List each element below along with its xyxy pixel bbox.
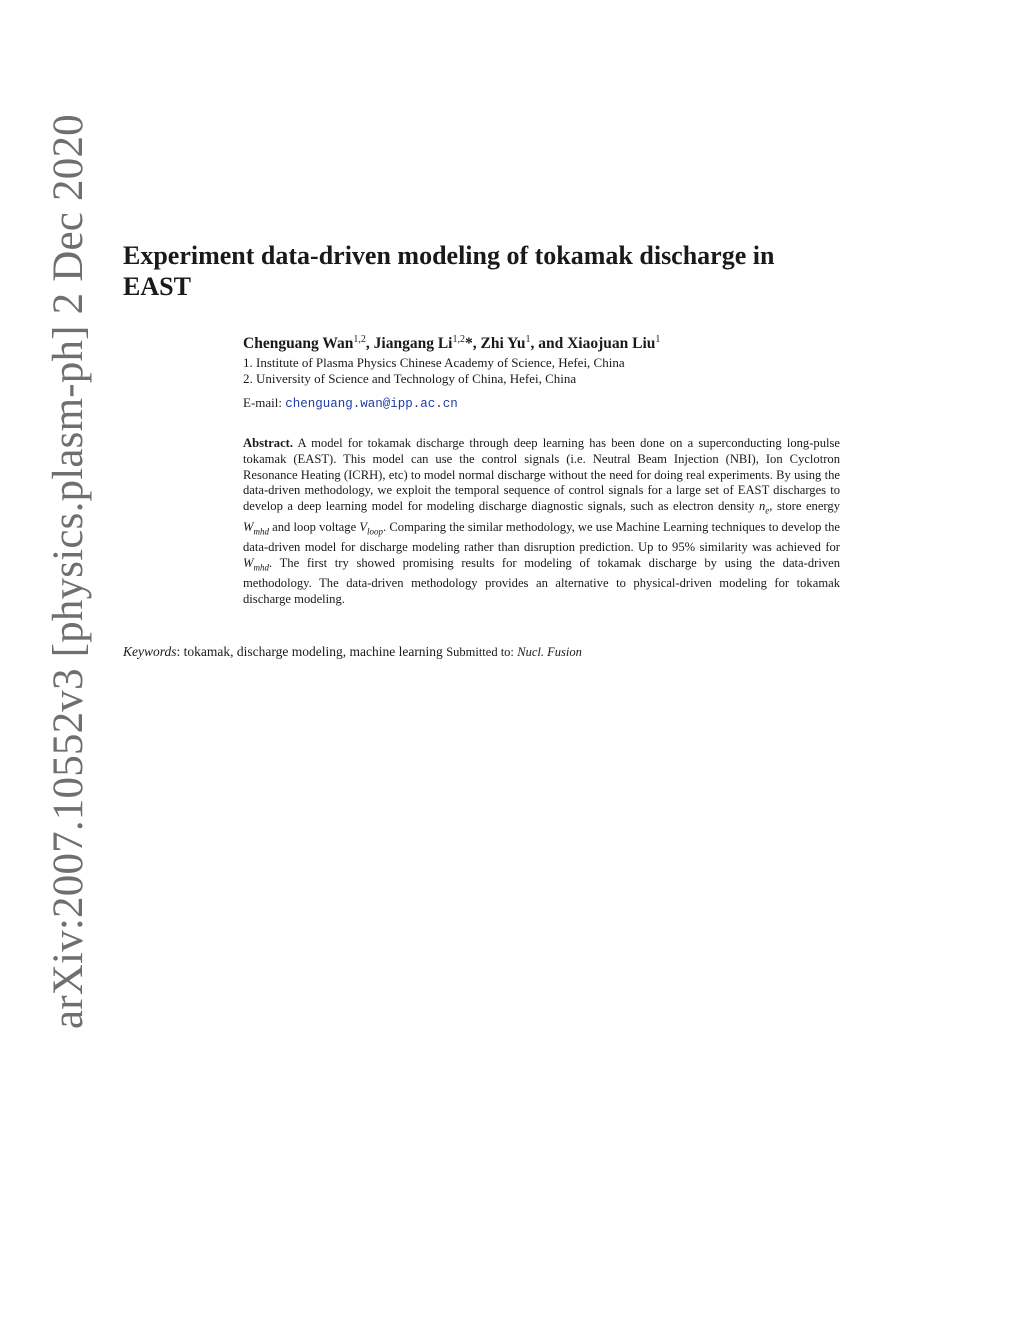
keywords: tokamak, discharge modeling, machine learning <box>183 644 443 659</box>
submitted-label: Submitted to: <box>446 645 514 659</box>
author-name: Xiaojuan Liu <box>567 335 656 353</box>
arxiv-identifier: arXiv:2007.10552v3 [physics.plasm-ph] 2 Dec 2020 <box>45 114 92 1029</box>
abstract-label: Abstract. <box>243 436 294 450</box>
author-separator: , <box>365 335 374 353</box>
author-name: Zhi Yu <box>480 335 526 353</box>
abstract-text: . The first try showed promising results for modeling of tokamak discharge by using the data-driven methodology. The data-driven methodology provides an alternative to physical-driven modeling for tokamak discharge modeling. <box>243 555 840 606</box>
author-affiliation-marker: 1 <box>655 334 661 345</box>
author-list <box>243 330 843 354</box>
author-affiliation-marker: 1,2 <box>353 334 366 345</box>
author-name: Jiangang Li <box>373 335 453 353</box>
affiliation: 2. University of Science and Technology of China, Hefei, China <box>243 371 577 386</box>
abstract-text: A model for tokamak discharge through deep learning has been done on a superconducting long-pulse tokamak (EAST). This model can use the control signals (i.e. Neutral Beam Injection (NBI), Ion Cyclotron Resonance Heating (ICRH), etc) to model normal discharge without the need for doing real experiments. By using the data-driven methodology, we exploit the temporal sequence of control signals for a large set of EAST discharges to develop a deep learning model for modeling discharge diagnostic signals, such as electron density <box>243 436 840 514</box>
abstract <box>243 436 840 608</box>
abstract-text: and loop voltage <box>272 519 357 534</box>
math-symbol: $W_{mhd}$ <box>243 555 269 573</box>
math-symbol: $W_{mhd}$ <box>243 519 269 537</box>
corresponding-author-mark: * <box>465 335 473 353</box>
abstract-text: . Comparing the similar methodology, we use Machine Learning techniques to develop the data-driven model for discharge modeling rather than disruption prediction. Up to 95% similarity was achieved for <box>243 519 840 554</box>
keywords-label: Keywords <box>123 644 177 659</box>
affiliation: 1. Institute of Plasma Physics Chinese Academy of Science, Hefei, China <box>243 355 625 370</box>
math-symbol: $n_e$ <box>758 499 770 516</box>
author-affiliation-marker: 1 <box>525 334 531 345</box>
math-symbol: $V_{loop}$ <box>359 519 384 537</box>
author-separator: , and <box>530 335 568 353</box>
author-name: Chenguang Wan <box>243 335 354 353</box>
abstract-text: , store energy <box>769 499 840 514</box>
email-label: E-mail: <box>243 395 282 410</box>
email-link[interactable]: chenguang.wan@ipp.ac.cn <box>285 397 458 411</box>
keywords-line: Keywords: tokamak, discharge modeling, machine learning Submitted to: Nucl. Fusion <box>123 644 582 659</box>
journal-name: Nucl. Fusion <box>517 645 582 659</box>
contact-email <box>243 395 458 412</box>
paper-title: Experiment data-driven modeling of tokamak discharge in EAST <box>123 241 775 301</box>
author-separator: , <box>472 335 481 353</box>
author-affiliation-marker: 1,2 <box>452 334 465 345</box>
